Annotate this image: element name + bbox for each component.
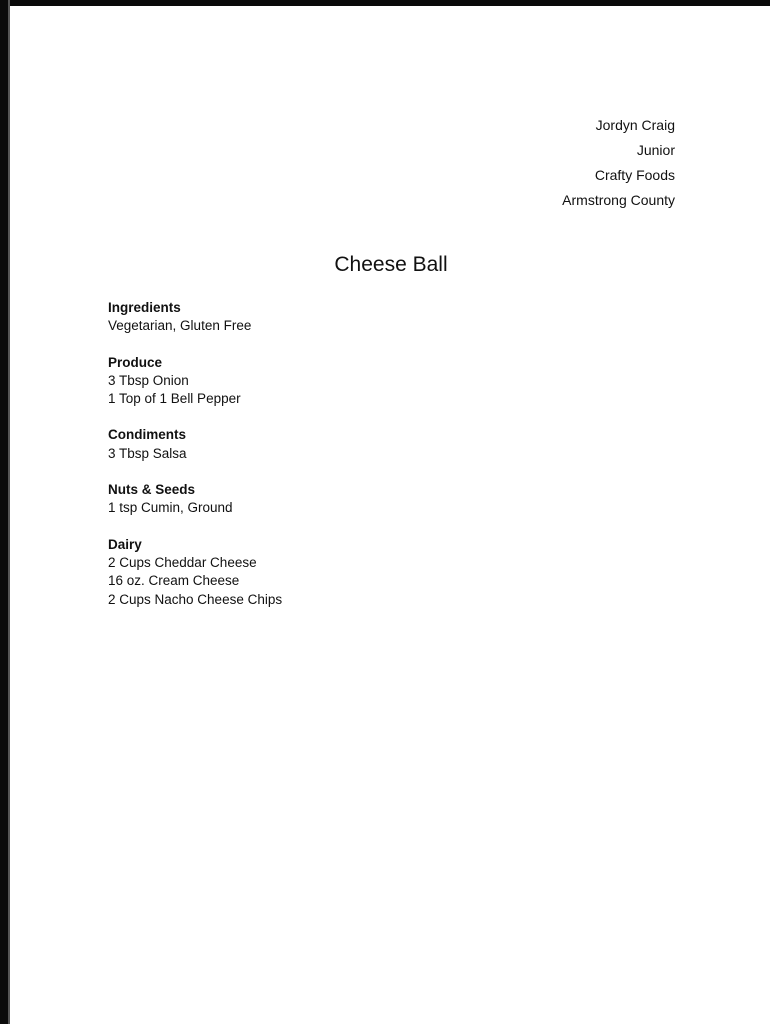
list-item: 3 Tbsp Onion (108, 372, 189, 388)
list-item: 16 oz. Cream Cheese (108, 573, 240, 589)
author-county: Armstrong County (562, 192, 675, 208)
author-info (562, 113, 675, 213)
author-category: Crafty Foods (594, 167, 675, 183)
section-heading: Ingredients (108, 300, 181, 315)
section-heading: Nuts & Seeds (108, 482, 196, 498)
list-item: 2 Cups Cheddar Cheese (108, 554, 257, 570)
scan-border-left-edge (8, 0, 10, 1024)
section-condiments (108, 426, 282, 463)
scan-border-left (0, 0, 8, 1024)
section-dairy (108, 536, 282, 609)
section-heading: Produce (108, 354, 163, 370)
section-heading: Dairy (108, 536, 142, 552)
list-item: 1 Top of 1 Bell Pepper (108, 391, 241, 407)
list-item: Vegetarian, Gluten Free (108, 318, 252, 334)
recipe-content (108, 299, 282, 627)
list-item: 1 tsp Cumin, Ground (108, 500, 233, 516)
list-item: 3 Tbsp Salsa (108, 445, 187, 461)
section-heading: Condiments (108, 427, 187, 443)
section-nuts-seeds (108, 481, 282, 518)
author-name: Jordyn Craig (595, 117, 675, 133)
section-ingredients (108, 299, 282, 336)
recipe-title: Cheese Ball (334, 253, 448, 276)
section-produce (108, 354, 282, 409)
scan-border-top (0, 0, 770, 6)
author-grade: Junior (636, 142, 675, 158)
list-item: 2 Cups Nacho Cheese Chips (108, 591, 283, 607)
